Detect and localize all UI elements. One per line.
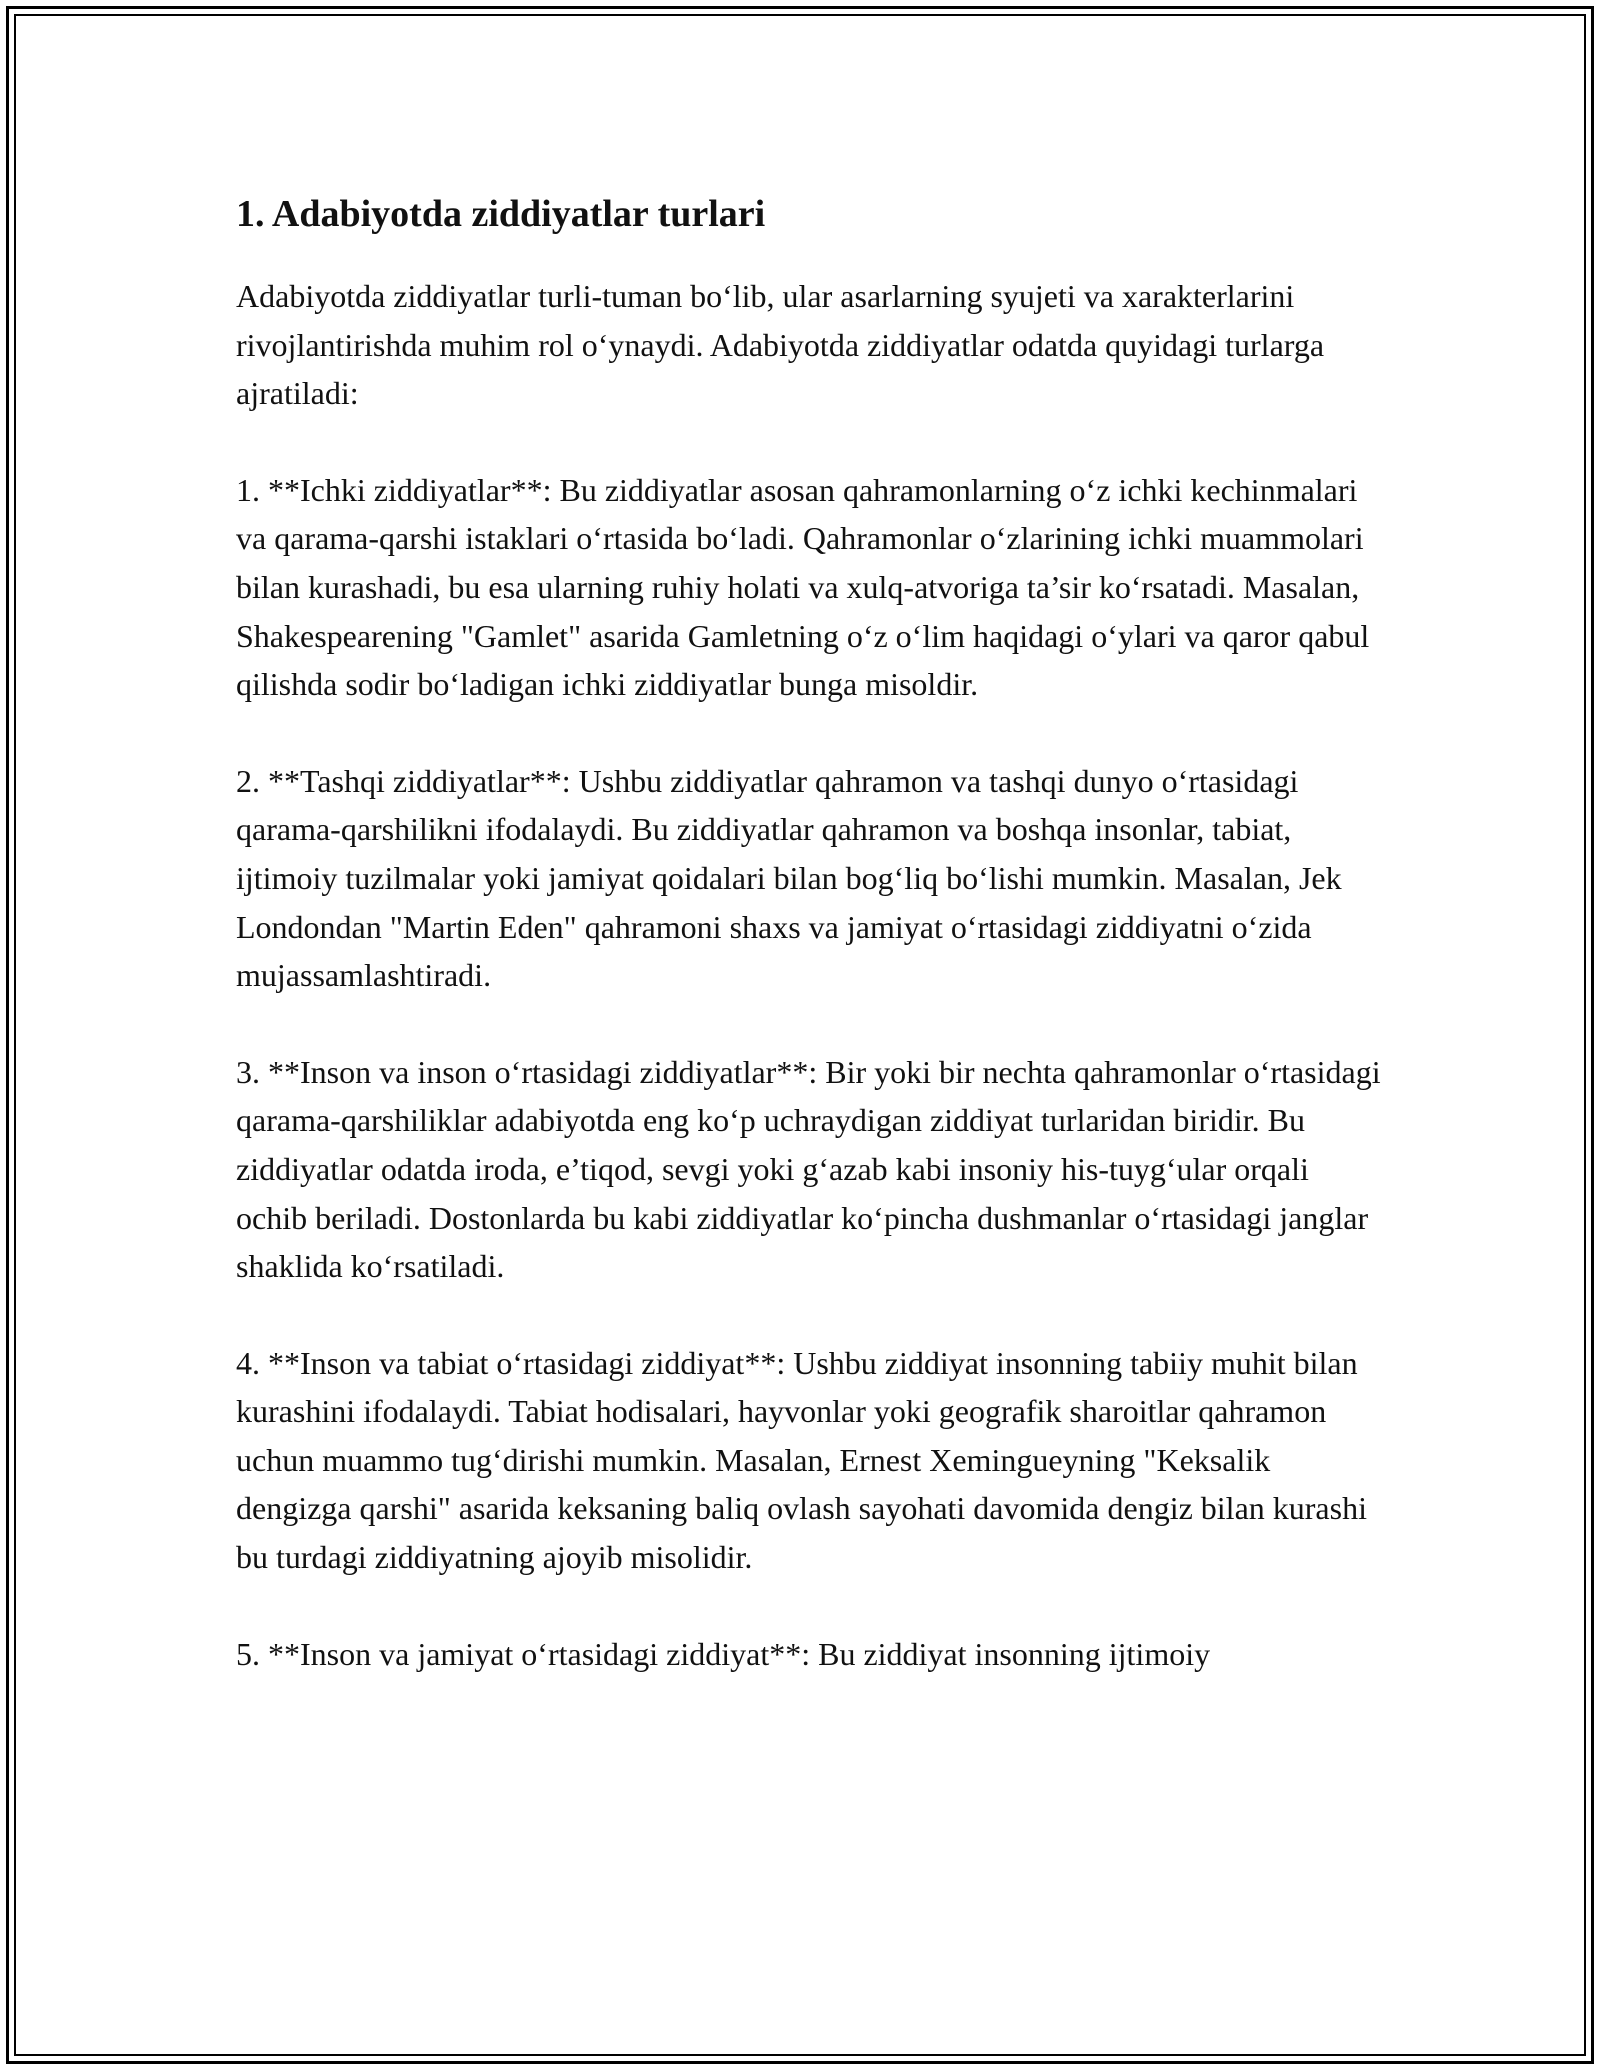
intro-paragraph: Adabiyotda ziddiyatlar turli-tuman bo‘lib, ular asarlarning syujeti va xarakterlarini rivojlantirishda muhim rol o‘ynaydi. Adabiyotda ziddiyatlar odatda quyidagi turlarga ajratiladi: — [236, 278, 1325, 412]
paragraph-person-vs-society: 5. **Inson va jamiyat o‘rtasidagi ziddiyat**: Bu ziddiyat insonning ijtimoiy — [236, 1635, 1211, 1672]
paragraph-person-vs-nature: 4. **Inson va tabiat o‘rtasidagi ziddiyat**: Ushbu ziddiyat insonning tabiiy muhit bilan kurashini ifodalaydi. Tabiat hodisalari, hayvonlar yoki geografik sharoitlar qahramon uchun muammo tug‘dirishi mumkin. Masalan, Ernest Xemingueyning "Keksalik dengizga qarshi" asarida keksaning baliq ovlash sayohati davomida dengiz bilan kurashi bu turdagi ziddiyatning ajoyib misolidir. — [236, 1344, 1367, 1576]
paragraph-person-vs-person: 3. **Inson va inson o‘rtasidagi ziddiyatlar**: Bir yoki bir nechta qahramonlar o‘rtasidagi qarama-qarshiliklar adabiyotda eng ko‘p uchraydigan ziddiyat turlaridan biridir. Bu ziddiyatlar odatda iroda, e’tiqod, sevgi yoki g‘azab kabi insoniy his-tuyg‘ular orqali ochib beriladi. Dostonlarda bu kabi ziddiyatlar ko‘pincha dushmanlar o‘rtasidagi janglar shaklida ko‘rsatiladi. — [236, 1053, 1381, 1285]
paragraph-external-conflicts: 2. **Tashqi ziddiyatlar**: Ushbu ziddiyatlar qahramon va tashqi dunyo o‘rtasidagi qarama-qarshilikni ifodalaydi. Bu ziddiyatlar qahramon va boshqa insonlar, tabiat, ijtimoiy tuzilmalar yoki jamiyat qoidalari bilan bog‘liq bo‘lishi mumkin. Masalan, Jek Londondan "Martin Eden" qahramoni shaxs va jamiyat o‘rtasidagi ziddiyatni o‘zida mujassamlashtiradi. — [236, 762, 1342, 994]
document-body — [236, 186, 1386, 1726]
document-title: 1. Adabiyotda ziddiyatlar turlari — [236, 193, 766, 235]
paragraph-internal-conflicts: 1. **Ichki ziddiyatlar**: Bu ziddiyatlar asosan qahramonlarning o‘z ichki kechinmalari va qarama-qarshi istaklari o‘rtasida bo‘ladi. Qahramonlar o‘zlarining ichki muammolari bilan kurashadi, bu esa ularning ruhiy holati va xulq-atvoriga ta’sir ko‘rsatadi. Masalan, Shakespearening "Gamlet" asarida Gamletning o‘z o‘lim haqidagi o‘ylari va qaror qabul qilishda sodir bo‘ladigan ichki ziddiyatlar bunga misoldir. — [236, 471, 1370, 703]
